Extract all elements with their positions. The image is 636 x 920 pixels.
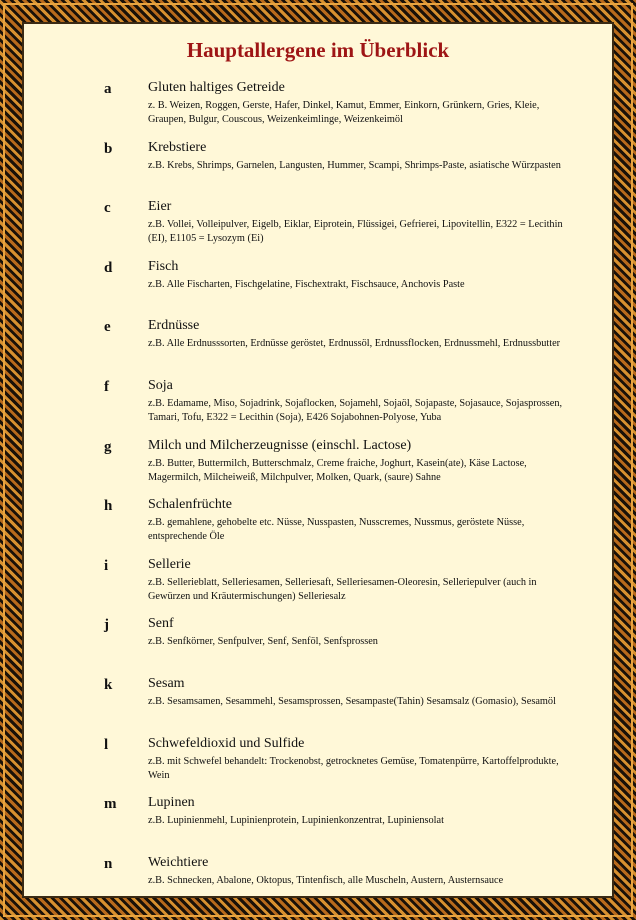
allergen-examples: z.B. Butter, Buttermilch, Butterschmalz, Creme fraiche, Joghurt, Kasein(ate), Käse Lactose, Magermilch, Milcheiweiß, Milchpulver, Molken, Quark, (saure) Sahne [148, 457, 527, 483]
allergen-name: Lupinen [148, 795, 195, 811]
allergen-examples: z.B. Schnecken, Abalone, Oktopus, Tintenfisch, alle Muscheln, Austern, Austernsauce [148, 874, 504, 886]
allergen-letter: d [104, 259, 113, 276]
allergen-name: Schalenfrüchte [148, 497, 232, 513]
allergen-letter: f [104, 378, 109, 395]
allergen-examples: z.B. Alle Fischarten, Fischgelatine, Fischextrakt, Fischsauce, Anchovis Paste [148, 278, 465, 290]
allergen-item [104, 733, 559, 793]
allergen-name: Fisch [148, 258, 179, 274]
allergen-letter: j [104, 617, 109, 634]
allergen-name: Eier [148, 199, 172, 215]
allergen-item [104, 256, 558, 316]
allergen-letter: h [104, 498, 113, 515]
allergen-examples: z.B. mit Schwefel behandelt: Trockenobst, getrocknetes Gemüse, Tomatenpürre, Kartoffelprodukte, Wein [148, 755, 559, 781]
allergen-item [104, 435, 558, 495]
allergen-letter: k [104, 676, 113, 693]
allergen-name: Senf [148, 616, 174, 632]
allergen-letter: l [104, 736, 109, 753]
allergen-examples: z.B. gemahlene, gehobelte etc. Nüsse, Nusspasten, Nusscremes, Nussmus, geröstete Nüsse, entsprechende Öle [148, 517, 525, 543]
allergen-examples: z.B. Sesamsamen, Sesammehl, Sesamsprossen, Sesampaste(Tahin) Sesamsalz (Gomasio), Sesamöl [148, 695, 556, 707]
allergen-item [104, 77, 558, 137]
allergen-item [104, 673, 558, 733]
allergen-item [104, 852, 558, 912]
allergen-name: Milch und Milcherzeugnisse (einschl. Lactose) [148, 437, 412, 453]
allergen-examples: z.B. Senfkörner, Senfpulver, Senf, Senföl, Senfsprossen [148, 636, 378, 648]
allergen-examples: z.B. Krebs, Shrimps, Garnelen, Langusten, Hummer, Scampi, Shrimps-Paste, asiatische Würzpasten [148, 159, 561, 171]
allergen-letter: b [104, 140, 113, 157]
allergen-examples: z.B. Lupinienmehl, Lupinienprotein, Lupinienkonzentrat, Lupiniensolat [148, 815, 444, 827]
allergen-item [104, 196, 563, 256]
allergen-letter: n [104, 855, 113, 872]
allergen-item [104, 375, 563, 435]
allergen-examples: z.B. Sellerieblatt, Selleriesamen, Selleriesaft, Selleriesamen-Oleoresin, Selleriepulver (auch in Gewürzen und Kräutermischungen) Selleriesalz [148, 576, 537, 602]
allergen-name: Sesam [148, 675, 185, 691]
allergen-item [104, 554, 558, 614]
allergen-item [104, 792, 558, 852]
allergen-letter: g [104, 438, 112, 455]
allergen-examples: z.B. Alle Erdnusssorten, Erdnüsse geröstet, Erdnussöl, Erdnussflocken, Erdnussmehl, Erdnussbutter [148, 338, 561, 350]
allergen-name: Weichtiere [148, 854, 209, 870]
allergen-name: Sellerie [148, 556, 191, 572]
allergen-item [104, 494, 558, 554]
allergen-letter: a [104, 81, 112, 97]
document-page [22, 22, 614, 898]
allergen-name: Krebstiere [148, 139, 207, 155]
allergen-name: Erdnüsse [148, 318, 200, 334]
allergen-letter: m [104, 796, 117, 813]
allergen-name: Gluten haltiges Getreide [148, 80, 285, 95]
allergen-item [104, 137, 561, 197]
allergen-item [104, 613, 558, 673]
allergen-letter: i [104, 557, 109, 574]
allergen-letter: e [104, 319, 111, 336]
allergen-letter: c [104, 200, 111, 217]
allergen-name: Schwefeldioxid und Sulfide [148, 735, 305, 751]
allergen-examples: z. B. Weizen, Roggen, Gerste, Hafer, Dinkel, Kamut, Emmer, Einkorn, Grünkern, Gries, Kleie, Graupen, Bulgur, Couscous, Weizenkeimlinge, Weizenkeimöl [148, 100, 540, 125]
allergen-name: Soja [148, 377, 173, 393]
page-title: Hauptallergene im Überblick [186, 38, 450, 62]
allergen-item [104, 315, 561, 375]
allergen-list [104, 77, 563, 911]
allergen-examples: z.B. Edamame, Miso, Sojadrink, Sojaflocken, Sojamehl, Sojaöl, Sojapaste, Sojasauce, Sojasprossen, Tamari, Tofu, E322 = Lecithin (Soja), E426 Sojabohnen-Polyose, Yuba [148, 397, 563, 423]
allergen-examples: z.B. Vollei, Volleipulver, Eigelb, Eiklar, Eiprotein, Flüssigei, Gefrierei, Lipovitellin, E322 = Lecithin (EI), E1105 = Lysozym (Ei) [148, 219, 563, 245]
